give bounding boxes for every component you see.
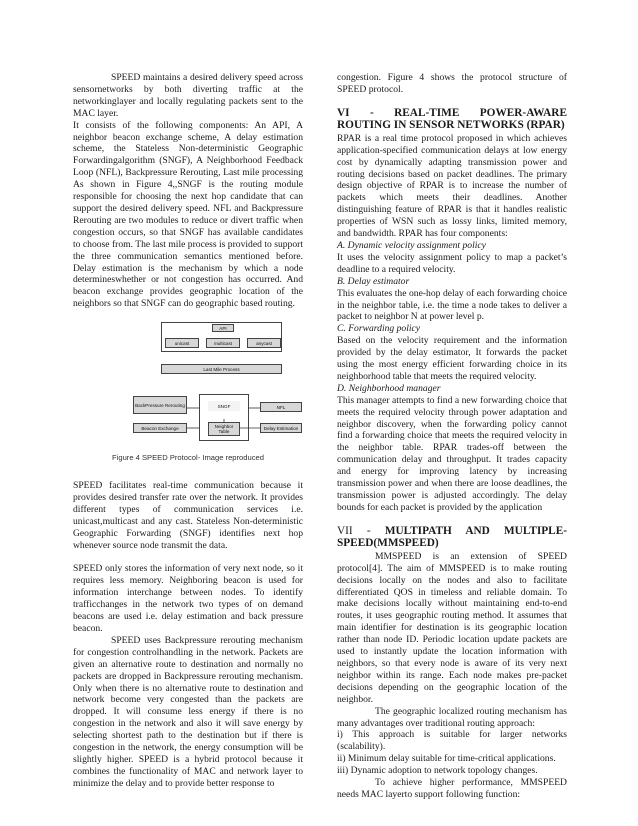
speed-memory-paragraph: SPEED only stores the information of very next node, so it requires less memory. Neighboring beacon is used for information interchange between nodes. To identify trafficchanges in the network two types of on demand beacons are used i.e. delay estimation and back pressure beacon. bbox=[73, 563, 303, 634]
rpar-subsection-c-title: C. Forwarding policy bbox=[337, 323, 421, 335]
mmspeed-mac-paragraph: To achieve higher performance, MMSPEED needs MAC layerto support following function: bbox=[337, 777, 567, 800]
mmspeed-advantages-paragraph: The geographic localized routing mechanism has many advantages over traditional routing approach: bbox=[337, 705, 567, 729]
nfl-box: NFL bbox=[260, 402, 302, 412]
rpar-subsection-d-title: D. Neighborhood manager bbox=[337, 382, 441, 394]
section-vii-number: VII - bbox=[337, 524, 385, 537]
speed-realtime-paragraph: SPEED facilitates real-time communication because it provides desired transfer rate over the network. It provides different types of communication services i.e. unicast,multicast and any cast. Stateless Non-deterministic Geographic Forwarding (SNGF) identifies next hop whenever source node transmit the data. bbox=[73, 480, 303, 551]
figure-caption: Figure 4 SPEED Protocol- Image reproduced bbox=[112, 453, 264, 463]
right-column bbox=[337, 72, 567, 801]
speed-components-paragraph: It consists of the following components: An API, A neighbor beacon exchange scheme, A delay estimation scheme, the Stateless Non-deterministic Geographic Forwardingalgorithm (SNGF), A Neighborhood Feedback Loop (NFL), Backpressure Rerouting, Last mile processing As shown in Figure 4,,SNGF is the routing module responsible for choosing the next hop candidate that can support the desired delivery speed. NFL and Backpressure Rerouting are two modules to reduce or divert traffic when congestion occurs, so that SNGF has available candidates to choose from. The last mile process is provided to support the three communication semantics mentioned before. Delay estimation is the mechanism by which a node determineswhether or not congestion has occurred. And beacon exchange provides geographic location of the neighbors so that SNGF can do geographic based routing. bbox=[73, 119, 303, 310]
section-vii-title: MULTIPATH AND MULTIPLE-SPEED(MMSPEED) bbox=[337, 524, 567, 550]
rpar-subsection-b-title: B. Delay estimator bbox=[337, 275, 410, 287]
rpar-intro-paragraph: RPAR is a real time protocol proposed in which achieves application-specified communication delays at low energy cost by dynamically adapting transmission power and routing decisions based on packet deadlines. The primary design objective of RPAR is to increase the number of packets which meets their deadlines. Another distinguishing feature of RPAR is that it handles realistic properties of WSN such as lossy links, limited memory, and bandwidth. RPAR has four components: bbox=[337, 132, 567, 240]
rpar-subsection-a-text: It uses the velocity assignment policy to map a packet’s deadline to a required velocity. bbox=[337, 251, 567, 275]
mmspeed-advantage-2: ii) Minimum delay suitable for time-critical applications. bbox=[337, 753, 556, 765]
last-mile-box: Last Mile Process bbox=[161, 364, 282, 374]
speed-figure-reference-paragraph: congestion. Figure 4 shows the protocol structure of SPEED protocol. bbox=[337, 72, 567, 95]
speed-intro-paragraph: SPEED maintains a desired delivery speed across sensornetworks by both diverting traffic at the networkinglayer and locally regulating packets sent to the MAC layer. bbox=[73, 72, 303, 119]
backpressure-box: BackPressure Rerouting bbox=[133, 396, 187, 414]
mmspeed-intro-paragraph: MMSPEED is an extension of SPEED protocol[4]. The aim of MMSPEED is to make routing decisions locally on the nodes and also to facilitate differentiated QOS in timeless and reliable domain. To make decisions locally without maintaining end-to-end routes, it uses geographic routing method. It assumes that main identifier for destination is its geographic location rather than node ID. Periodic location update packets are used to instantly update the location information with neighbors, so that every node is aware of its very next neighbor within its range. Each node makes pre-packet decisions depending on the geographic location of the neighbor. bbox=[337, 550, 567, 705]
left-column bbox=[73, 72, 303, 790]
rpar-subsection-a-title: A. Dynamic velocity assignment policy bbox=[337, 239, 486, 251]
multicast-box: multicast bbox=[206, 338, 240, 348]
sngf-box: SNGF bbox=[208, 401, 240, 411]
mmspeed-advantage-3: iii) Dynamic adoption to network topology changes. bbox=[337, 765, 538, 777]
speed-protocol-figure bbox=[110, 322, 310, 444]
rpar-subsection-c-text: Based on the velocity requirement and the information provided by the delay estimator, It forwards the packet using the most energy efficient forwarding choice in its neighborhood table that meets the required velocity. bbox=[337, 335, 567, 382]
neighbor-table-box: Neighbor Table bbox=[208, 422, 240, 436]
delay-estimation-box: Delay Estimation bbox=[260, 423, 302, 433]
section-vi-heading: VI - REAL-TIME POWER-AWARE ROUTING IN SENSOR NETWORKS (RPAR) bbox=[337, 106, 567, 132]
mmspeed-advantage-1: i) This approach is suitable for larger networks (scalability). bbox=[337, 729, 567, 753]
speed-backpressure-paragraph: SPEED uses Backpressure rerouting mechanism for congestion controlhandling in the network. Packets are given an alternative route to destination and normally no packets are dropped in Backpressure rerouting mechanism. Only when there is no alternative route to destination and network become very congested than the packets are dropped. It will consume less energy if there is no congestion in the network and also it will save energy by selecting shortest path to the destination but if there is congestion in the network, the energy consumption will be slightly higher. SPEED is a hybrid protocol because it combines the functionality of MAC and network layer to minimize the delay and to provide better response to bbox=[73, 634, 303, 789]
beacon-exchange-box: Beacon Exchange bbox=[133, 423, 187, 433]
unicast-box: unicast bbox=[165, 338, 199, 348]
anycast-box: anycast bbox=[247, 338, 281, 348]
rpar-subsection-b-text: This evaluates the one-hop delay of each forwarding choice in the neighbor table, i.e. the time a node takes to deliver a packet to neighbor N at power level p. bbox=[337, 287, 567, 323]
rpar-subsection-d-text: This manager attempts to find a new forwarding choice that meets the required velocity through power adaptation and neighbor discovery, when the forwarding policy cannot find a forwarding choice that meets the required velocity in the neighbor table. RPAR trades-off between the communication delay and throughput. It trades capacity and energy for improving latency by increasing transmission power and when there are loose deadlines, the transmission power is adjusted accordingly. The delay bounds for each packet is provided by the application bbox=[337, 394, 567, 513]
section-vii-heading bbox=[337, 525, 567, 550]
api-box: API bbox=[212, 324, 234, 332]
